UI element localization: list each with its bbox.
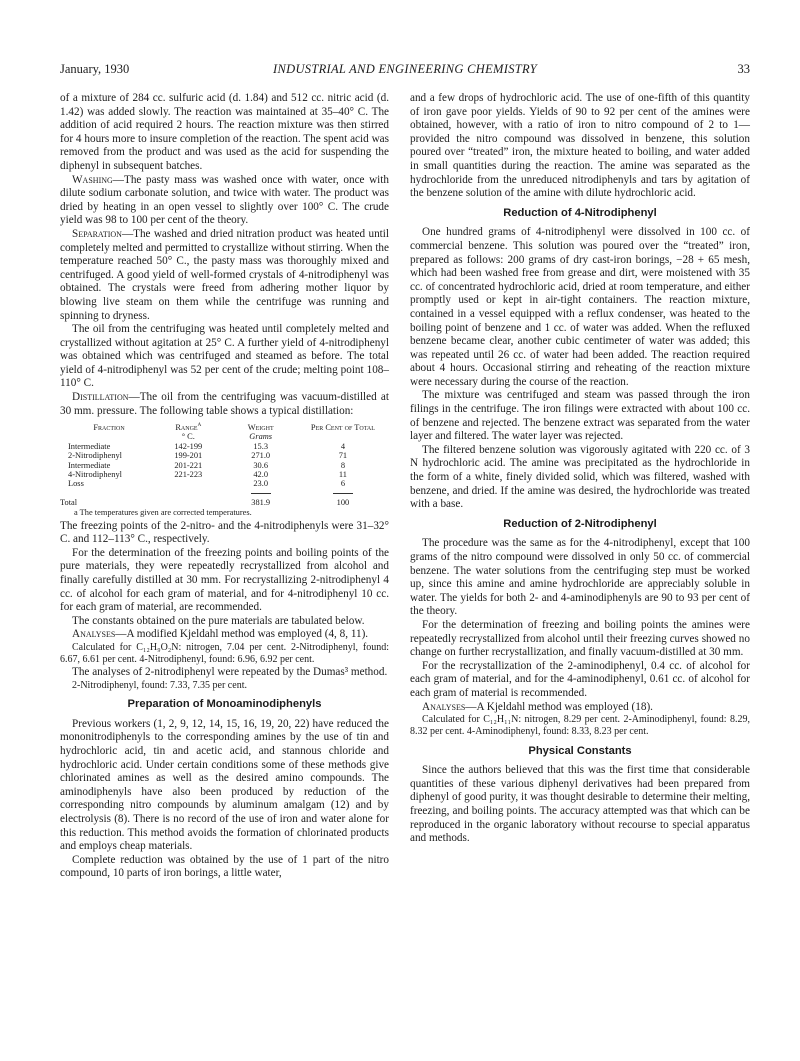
paragraph: of a mixture of 284 cc. sulfuric acid (d. 1.84) and 512 cc. nitric acid (d. 1.42) was added slowly. The reaction was maintained at 35–40° C. The addition of acid required 2 hours. The reaction mixture was then stirred for 4 hours more to insure completion of the reaction. The spent acid was removed from the product and was used as the acid for suspending the diphenyl in subsequent batches.	[60, 92, 389, 172]
paragraph-washing	[60, 174, 389, 228]
unit-cell: ° C.	[181, 432, 195, 442]
table-row	[60, 461, 389, 470]
analysis-result: 2-Nitrodiphenyl, found: 7.33, 7.35 per cent.	[72, 680, 247, 692]
paragraph: For the recrystallization of the 2-aminodiphenyl, 0.4 cc. of alcohol for each gram of material, and for the 4-aminodiphenyl, 0.61 cc. of alcohol for each gram of material is recommended.	[410, 659, 750, 699]
table-cell: 15.3	[253, 441, 268, 451]
table-cell: 142-199	[174, 441, 203, 451]
table-cell: 71	[338, 451, 348, 461]
unit-cell	[297, 432, 389, 441]
paragraph: Complete reduction was obtained by the use of 1 part of the nitro compound, 10 parts of iron borings, a little water,	[60, 853, 389, 880]
table-cell: 221-223	[174, 470, 203, 480]
left-column	[60, 92, 389, 881]
paragraph: The oil from the centrifuging was heated until completely melted and crystallized without agitation at 25° C. A further yield of 4-nitrodiphenyl was obtained which was centrifuged and steamed as before. The total yield of 4-nitrodiphenyl was 52 per cent of the crude; melting point 108–110° C.	[60, 323, 389, 390]
paragraph-text: —The oil from the centrifuging was vacuum-distilled at 30 mm. pressure. The following table shows a typical distillation:	[60, 391, 389, 417]
column-header-text: Range	[175, 423, 198, 433]
run-in-heading: Analyses	[422, 700, 466, 713]
paragraph-analyses	[60, 628, 389, 642]
paragraph: Since the authors believed that this was the first time that considerable quantities of these various diphenyl derivatives had been prepared from diphenyl of good purity, it was thought desirable to determine their melting, freezing, and boiling points. The accuracy attempted was that which can be reproduced in the organic laboratory without recourse to special apparatus and methods.	[410, 764, 750, 845]
running-header	[60, 62, 750, 80]
paragraph: The freezing points of the 2-nitro- and the 4-nitrodiphenyls were 31–32° C. and 112–113° C., respectively.	[60, 519, 389, 546]
column-header: Fraction	[93, 423, 125, 433]
table-rule-row	[60, 489, 389, 498]
table-cell: Total	[60, 498, 78, 508]
table-cell: 201-221	[174, 460, 203, 470]
paragraph-text: —A Kjeldahl method was employed (18).	[465, 700, 653, 713]
table-cell: 8	[340, 460, 346, 470]
run-in-heading: Analyses	[72, 628, 116, 641]
paragraph-text: —The washed and dried nitration product was heated until completely melted and permitted to crystallize without stirring. When the temperature reached 50° C., the pasty mass was thoroughly mixed and centrifuged. A good yield of well-formed crystals of 4-nitrodiphenyl was obtained. The crystals were freed from adhering mother liquor by blowing live steam on them while the centrifuge was running and spinning to dryness.	[60, 227, 389, 322]
table-cell: 199-201	[174, 451, 203, 461]
run-in-heading: Separation	[72, 227, 122, 240]
section-heading: Reduction of 4-Nitrodiphenyl	[503, 206, 657, 219]
unit-cell	[60, 432, 152, 441]
table-cell: 6	[340, 479, 346, 489]
issue-date: January, 1930	[60, 62, 130, 76]
paragraph-analyses	[410, 701, 750, 715]
journal-title: INDUSTRIAL AND ENGINEERING CHEMISTRY	[273, 62, 537, 76]
page-number: 33	[737, 62, 750, 76]
sum-rule	[333, 493, 353, 494]
table-cell: 4-Nitrodiphenyl	[68, 470, 122, 480]
paragraph: For the determination of freezing and boiling points the amines were repeatedly recrystallized from alcohol until their freezing curves showed no change on further recrystallization, and finally vacuum-distilled at 30 mm.	[410, 618, 750, 659]
sum-rule	[251, 493, 271, 494]
run-in-heading: Washing	[72, 173, 113, 186]
paragraph: The filtered benzene solution was vigorously agitated with 220 cc. of 3 N hydrochloric acid. The amine was precipitated as the hydrochloride in the form of a white, finely divided solid, which was filtered, washed with benzene, and dried. If the amine was desired, the hydrochloride was treated with a base.	[410, 443, 750, 511]
table-row	[60, 470, 389, 479]
table-header-row	[60, 420, 389, 432]
table-cell	[152, 498, 224, 507]
table-cell: 30.6	[253, 460, 268, 470]
table-row	[60, 479, 389, 488]
table-cell: 42.0	[253, 470, 268, 480]
section-heading: Reduction of 2-Nitrodiphenyl	[503, 517, 657, 530]
table-cell: 2-Nitrodiphenyl	[68, 451, 122, 461]
column-header: Weight	[247, 423, 274, 433]
paragraph: For the determination of the freezing points and boiling points of the pure materials, they were repeatedly recrystallized from alcohol and finally carefully distilled at 30 mm. For recrystallizing 2-nitrodiphenyl 4 cc. of alcohol for each gram of material, and for 4-nitrodiphenyl 10 cc. for each gram of material, are recommended.	[60, 546, 389, 614]
table-footnote: a The temperatures given are corrected temperatures.	[74, 507, 252, 517]
column-header	[152, 420, 224, 432]
section-heading: Preparation of Monoaminodiphenyls	[127, 698, 322, 711]
run-in-heading: Distillation	[72, 391, 129, 404]
paragraph-distillation	[60, 391, 389, 418]
paragraph: The analyses of 2-nitrodiphenyl were repeated by the Dumas³ method.	[72, 666, 388, 679]
table-cell: 11	[338, 470, 347, 480]
table-cell: Intermediate	[68, 441, 111, 451]
paragraph: The mixture was centrifuged and steam was passed through the iron filings in the centrifuge. The iron filings were extracted with about 100 cc. of benzene and rejected. The benzene extract was separated from the water layer and filtered. The water layer was rejected.	[410, 389, 750, 443]
paragraph: One hundred grams of 4-nitrodiphenyl were dissolved in 100 cc. of commercial benzene. This solution was poured over the “treated” iron, prepared as follows: 200 grams of dry cast-iron borings, −28 + 65 mesh, which had been washed free from grease and dirt, were moistened with 35 cc. of concentrated hydrochloric acid, dried at room temperature, and either promptly used or kept in air-tight containers. The reaction mixture, contained in a vessel equipped with a reflux condenser, was heated to the boiling point of benzene and 1 cc. of water was added. When the refluxed benzene became clear, another cubic centimeter of water was added; this was repeated until 26 cc. of water had been added. The reaction required about 4 hours. Occasional stirring and reheating of the reaction mixture were necessary during the course of the reaction.	[410, 226, 750, 388]
table-cell: 100	[336, 498, 350, 508]
table-cell: 381.9	[251, 498, 271, 508]
footnote-marker: a	[197, 420, 202, 429]
table-cell: Intermediate	[68, 460, 111, 470]
column-header: Per Cent of Total	[310, 423, 375, 433]
table-cell: 23.0	[253, 479, 268, 489]
paragraph-separation	[60, 228, 389, 323]
paragraph: The constants obtained on the pure materials are tabulated below.	[72, 614, 365, 627]
section-heading: Physical Constants	[528, 744, 632, 757]
paragraph: and a few drops of hydrochloric acid. The use of one-fifth of this quantity of iron gave poor yields. Yields of 90 to 92 per cent of the amines were obtained, however, with a ratio of iron to nitro compound of 2 to 1—provided the nitro compound was dissolved in benzene, this solution poured over “treated” iron, the mixture heated to boiling, and water added in small quantities during the reaction. The amine was separated as the hydrochloride from the unreduced nitrodiphenyls and tars by agitation of the benzene solution of the amine with dilute hydrochloric acid.	[410, 92, 750, 200]
paragraph-text: —The pasty mass was washed once with water, once with dilute sodium carbonate solution, and twice with water. The product was dried by heating in an open vessel to slightly over 100° C. The crude yield was 98 to 100 per cent of the theory.	[60, 173, 389, 227]
analysis-result: Calculated for C₁₂H₁₁N: nitrogen, 8.29 per cent. 2-Aminodiphenyl, found: 8.29, 8.32 per cent. 4-Aminodiphenyl, found: 8.33, 8.23 per cent.	[410, 714, 750, 738]
table-cell: Loss	[68, 479, 84, 489]
table-row	[60, 451, 389, 460]
paragraph-text: —A modified Kjeldahl method was employed (4, 8, 11).	[115, 628, 369, 641]
table-row	[60, 442, 389, 451]
table-cell: 4	[340, 441, 346, 451]
paragraph: Previous workers (1, 2, 9, 12, 14, 15, 16, 19, 20, 22) have reduced the mononitrodiphenyls to the corresponding amines by the use of tin and hydrochloric acid, tin and acetic acid, and stannous chloride and hydrochloric acid. Under certain conditions some of these methods give chlorinated amines as well as the desired amino compounds. The aminodiphenyls have also been produced by reduction of the corresponding nitro compounds by aluminum amalgam (12) and by electrolysis (8). There is no record of the use of iron and water alone for this reduction. This method avoids the formation of chlorinated products and employs cheap materials.	[60, 717, 389, 853]
paragraph: The procedure was the same as for the 4-nitrodiphenyl, except that 100 grams of the nitro compound were dissolved in only 50 cc. of commercial benzene. The water solutions from the centrifuging step must be worked up, since this amine and amine hydrochloride are appreciably soluble in water. The yields for both 2- and 4-aminodiphenyls are 90 to 93 per cent of the theory.	[410, 537, 750, 618]
unit-cell: Grams	[249, 432, 273, 442]
table-cell	[152, 479, 224, 488]
table-unit-row	[60, 432, 389, 441]
right-column	[410, 92, 750, 846]
distillation-table	[60, 420, 389, 507]
analysis-result: Calculated for C₁₂H₉O₂N: nitrogen, 7.04 per cent. 2-Nitrodiphenyl, found: 6.67, 6.61 per cent. 4-Nitrodiphenyl, found: 6.96, 6.92 per cent.	[60, 642, 389, 666]
table-cell: 271.0	[251, 451, 271, 461]
table-total-row	[60, 498, 389, 507]
